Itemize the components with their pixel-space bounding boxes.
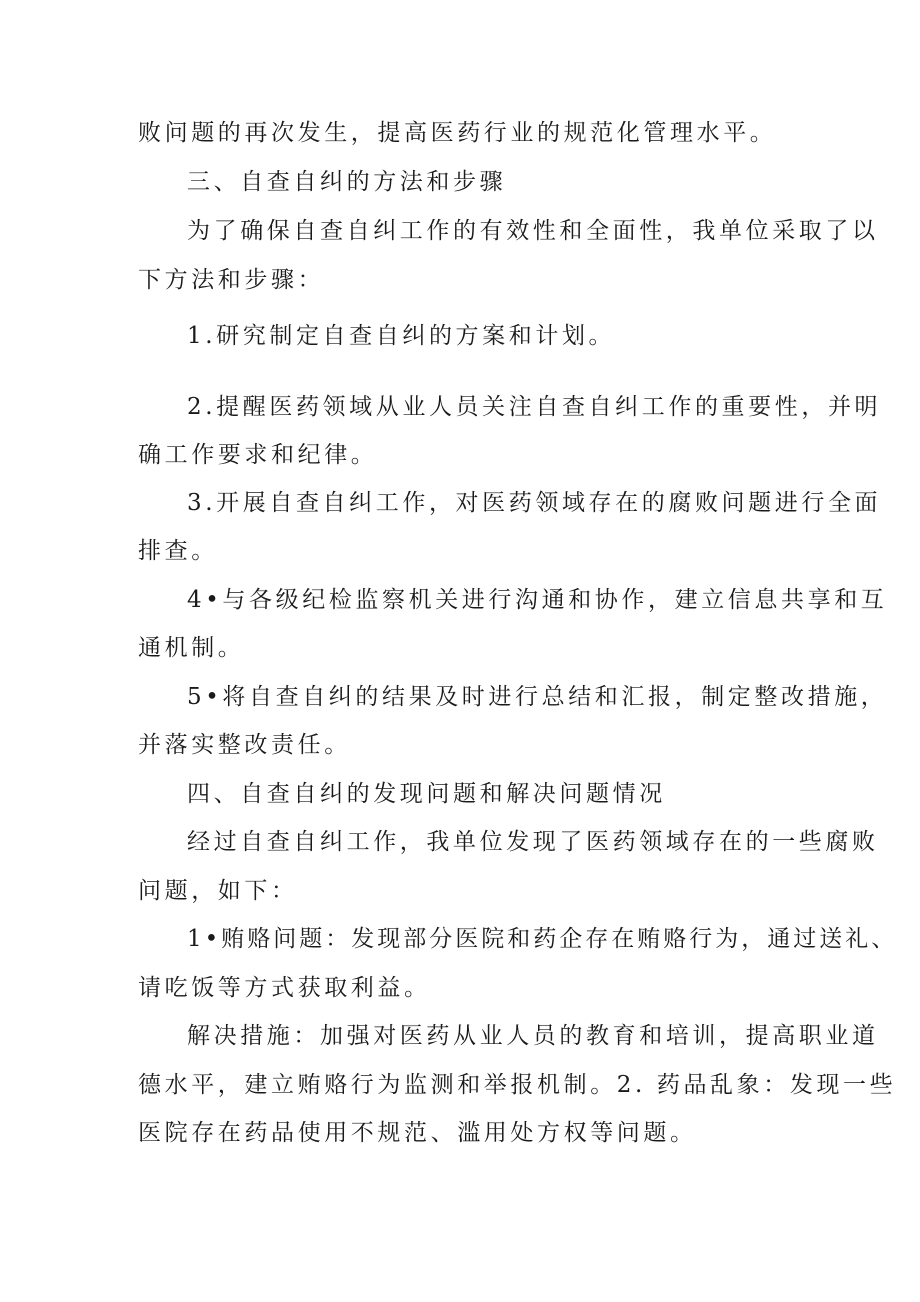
list-item: 2.提醒医药领域从业人员关注自查自纠工作的重要性，并明 [187,394,882,420]
text-line: 经过自查自纠工作，我单位发现了医药领域存在的一些腐败 [187,829,879,855]
section-heading-4: 四、自查自纠的发现问题和解决问题情况 [187,781,666,807]
text-line: 排查。 [138,538,218,564]
text-line: 并落实整改责任。 [138,732,351,758]
text-line: 请吃饭等方式获取利益。 [138,975,431,1001]
text-line: 医院存在药品使用不规范、滥用处方权等问题。 [138,1120,697,1146]
list-item: 5•将自查自纠的结果及时进行总结和汇报，制定整改措施， [187,684,888,710]
list-item: 4•与各级纪检监察机关进行沟通和协作，建立信息共享和互 [187,587,888,613]
list-item: 3.开展自查自纠工作，对医药领域存在的腐败问题进行全面 [187,490,882,516]
text-line: 解决措施：加强对医药从业人员的教育和培训，提高职业道 [187,1023,879,1049]
list-item: 1•贿赂问题：发现部分医院和药企存在贿赂行为，通过送礼、 [187,926,898,952]
text-line: 下方法和步骤： [138,267,325,293]
list-item: 1.研究制定自查自纠的方案和计划。 [187,323,616,349]
text-line: 通机制。 [138,635,245,661]
text-line: 德水平，建立贿赂行为监测和举报机制。2. 药品乱象：发现一些 [138,1072,897,1098]
text-line: 为了确保自查自纠工作的有效性和全面性，我单位采取了以 [187,218,879,244]
section-heading-3: 三、自查自纠的方法和步骤 [187,169,507,195]
text-line: 问题，如下： [138,878,298,904]
text-line: 确工作要求和纪律。 [138,442,378,468]
text-line: 败问题的再次发生，提高医药行业的规范化管理水平。 [138,120,777,146]
